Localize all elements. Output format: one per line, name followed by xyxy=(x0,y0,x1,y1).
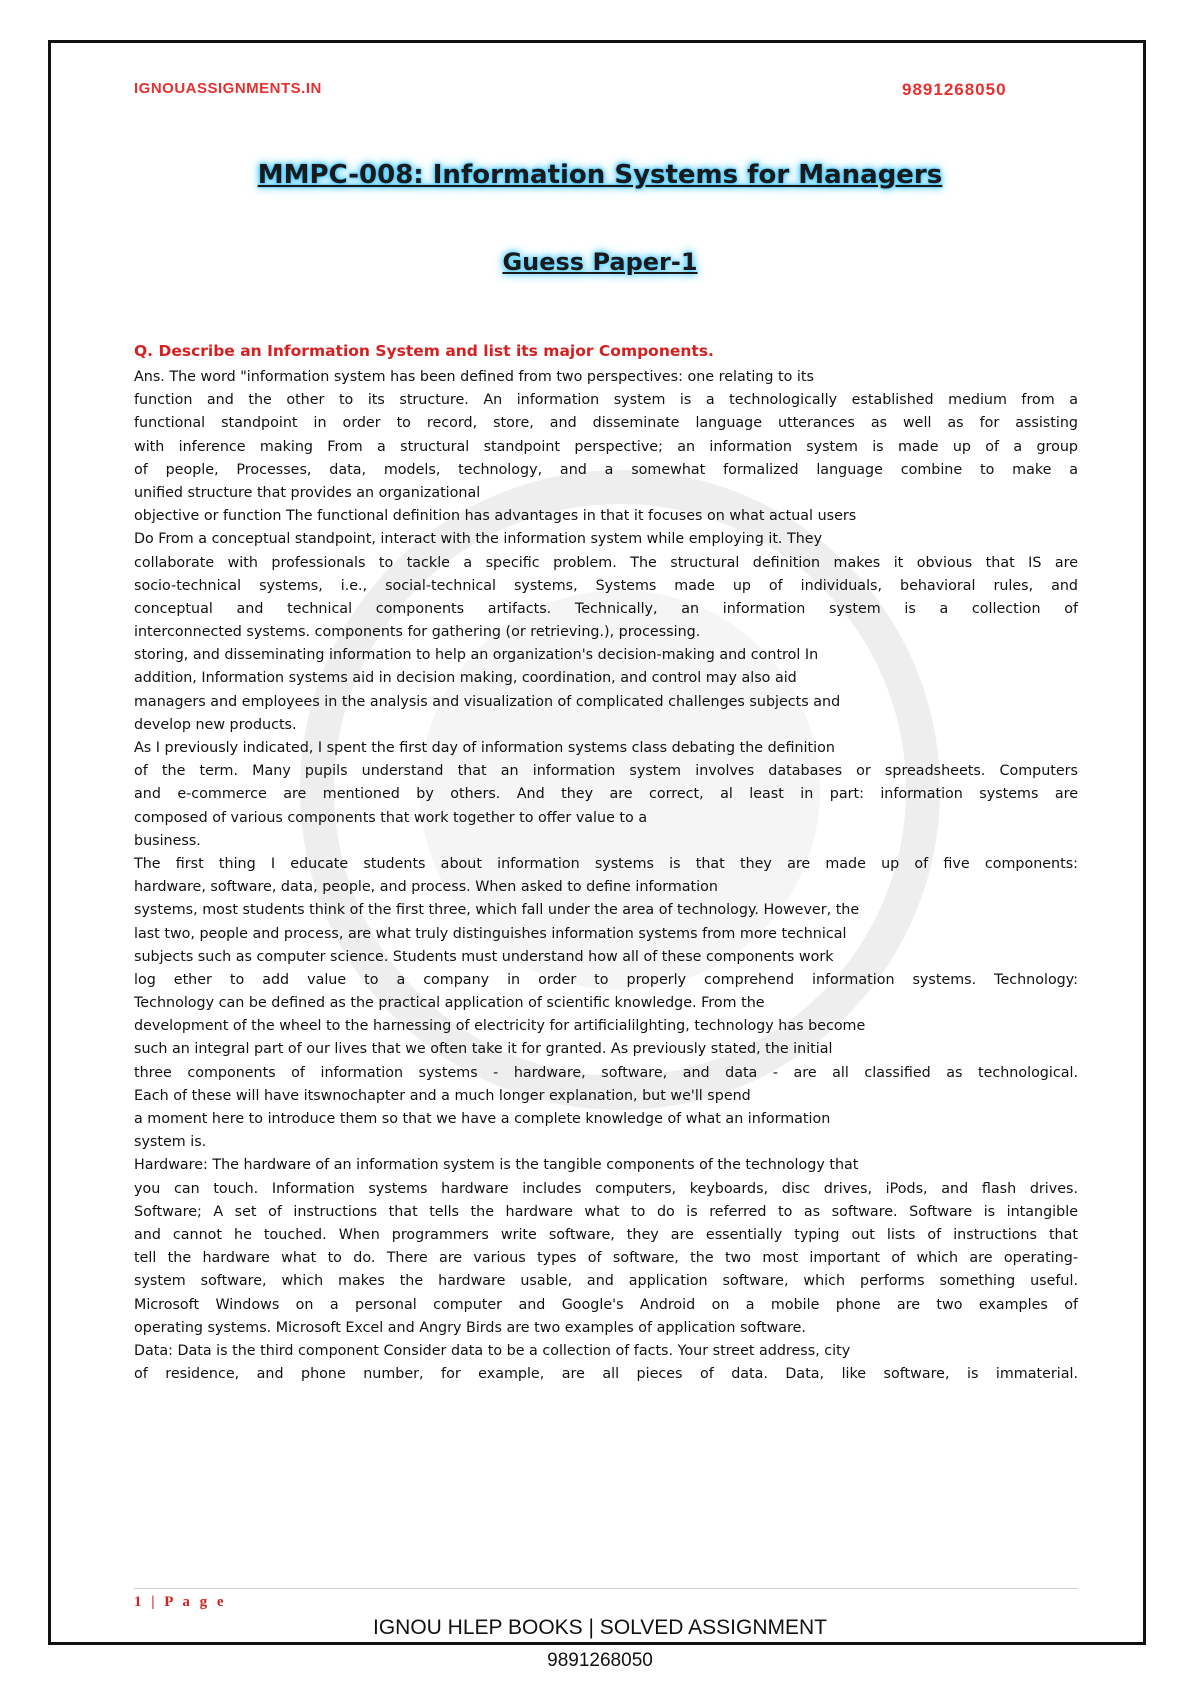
page-number: 1 | P a g e xyxy=(134,1594,227,1610)
body-line: storing, and disseminating information to help an organization's decision-making and control In xyxy=(134,647,819,664)
body-line: unified structure that provides an organizational xyxy=(134,484,481,501)
body-line: functional standpoint in order to record, store, and disseminate language utterances as well as for assisting xyxy=(134,415,1078,432)
body-line: managers and employees in the analysis and visualization of complicated challenges subjects and xyxy=(134,693,841,710)
body-line: of residence, and phone number, for example, are all pieces of data. Data, like software, is immaterial. xyxy=(134,1366,1078,1383)
body-line: Data: Data is the third component Consider data to be a collection of facts. Your street address, city xyxy=(134,1342,851,1359)
footer-phone: 9891268050 xyxy=(547,1650,653,1671)
question-heading: Q. Describe an Information System and list its major Components. xyxy=(134,342,714,360)
body-line: of the term. Many pupils understand that an information system involves databases or spreadsheets. Computers xyxy=(134,763,1078,780)
body-line: three components of information systems - hardware, software, and data - are all classified as technological. xyxy=(134,1064,1078,1081)
header-phone: 9891268050 xyxy=(902,80,1007,99)
body-line: Software; A set of instructions that tells the hardware what to do is referred to as software. Software is intangible xyxy=(134,1203,1078,1220)
body-line: a moment here to introduce them so that we have a complete knowledge of what an information xyxy=(134,1111,831,1127)
body-line: conceptual and technical components artifacts. Technically, an information system is a collection of xyxy=(134,600,1078,617)
body-line: development of the wheel to the harnessing of electricity for artificialilghting, technology has become xyxy=(134,1018,866,1035)
body-line: subjects such as computer science. Students must understand how all of these components work xyxy=(134,948,834,965)
body-line: Hardware: The hardware of an information system is the tangible components of the technology that xyxy=(134,1157,859,1174)
body-line: tell the hardware what to do. There are various types of software, the two most important of which are operating- xyxy=(134,1250,1078,1267)
body-line: Microsoft Windows on a personal computer and Google's Android on a mobile phone are two examples of xyxy=(134,1296,1078,1313)
body-line: composed of various components that work together to offer value to a xyxy=(134,809,648,826)
body-line: develop new products. xyxy=(134,716,297,733)
footer-title: IGNOU HLEP BOOKS | SOLVED ASSIGNMENT xyxy=(373,1616,827,1639)
footer-divider xyxy=(134,1588,1078,1589)
body-line: addition, Information systems aid in decision making, coordination, and control may also aid xyxy=(134,670,797,687)
body-line: Ans. The word "information system has been defined from two perspectives: one relating to its xyxy=(134,369,814,385)
body-line: with inference making From a structural standpoint perspective; an information system is made up of a group xyxy=(134,438,1078,455)
body-line: Technology can be defined as the practical application of scientific knowledge. From the xyxy=(134,995,765,1012)
body-line: operating systems. Microsoft Excel and Angry Birds are two examples of application software. xyxy=(134,1319,806,1336)
body-line: collaborate with professionals to tackle a specific problem. The structural definition makes it obvious that IS are xyxy=(134,554,1078,571)
body-line: you can touch. Information systems hardware includes computers, keyboards, disc drives, iPods, and flash drives. xyxy=(134,1180,1078,1197)
page-subtitle: Guess Paper-1 xyxy=(502,248,698,276)
body-line: hardware, software, data, people, and process. When asked to define information xyxy=(134,879,718,896)
body-line: last two, people and process, are what truly distinguishes information systems from more technical xyxy=(134,925,847,942)
body-line: systems, most students think of the first three, which fall under the area of technology. However, the xyxy=(134,902,860,919)
body-line: interconnected systems. components for gathering (or retrieving.), processing. xyxy=(134,624,701,641)
body-line: objective or function The functional definition has advantages in that it focuses on what actual users xyxy=(134,508,857,525)
body-line: system software, which makes the hardware usable, and application software, which performs something useful. xyxy=(134,1273,1078,1290)
body-line: Each of these will have itswnochapter and a much longer explanation, but we'll spend xyxy=(134,1087,751,1104)
body-line: such an integral part of our lives that we often take it for granted. As previously stated, the initial xyxy=(134,1041,833,1058)
body-line: and e-commerce are mentioned by others. And they are correct, al least in part: information systems are xyxy=(134,786,1078,803)
body-line: function and the other to its structure. An information system is a technologically established medium from a xyxy=(134,392,1078,409)
body-line: socio-technical systems, i.e., social-technical systems, Systems made up of individuals, behavioral rules, and xyxy=(134,577,1078,594)
body-line: system is. xyxy=(134,1134,207,1151)
body-line: and cannot he touched. When programmers write software, they are essentially typing out lists of instructions that xyxy=(134,1226,1078,1243)
body-line: of people, Processes, data, models, technology, and a somewhat formalized language combine to make a xyxy=(134,461,1078,478)
page-title: MMPC-008: Information Systems for Managers xyxy=(257,160,943,190)
body-line: business. xyxy=(134,832,201,849)
body-line: As I previously indicated, I spent the first day of information systems class debating the definition xyxy=(134,740,835,756)
body-line: Do From a conceptual standpoint, interact with the information system while employing it. They xyxy=(134,531,823,548)
answer-body xyxy=(134,366,1078,1386)
header-site: IGNOUASSIGNMENTS.IN xyxy=(134,80,322,97)
body-line: The first thing I educate students about information systems is that they are made up of five components: xyxy=(134,855,1078,872)
body-line: log ether to add value to a company in order to properly comprehend information systems. Technology: xyxy=(134,971,1078,988)
